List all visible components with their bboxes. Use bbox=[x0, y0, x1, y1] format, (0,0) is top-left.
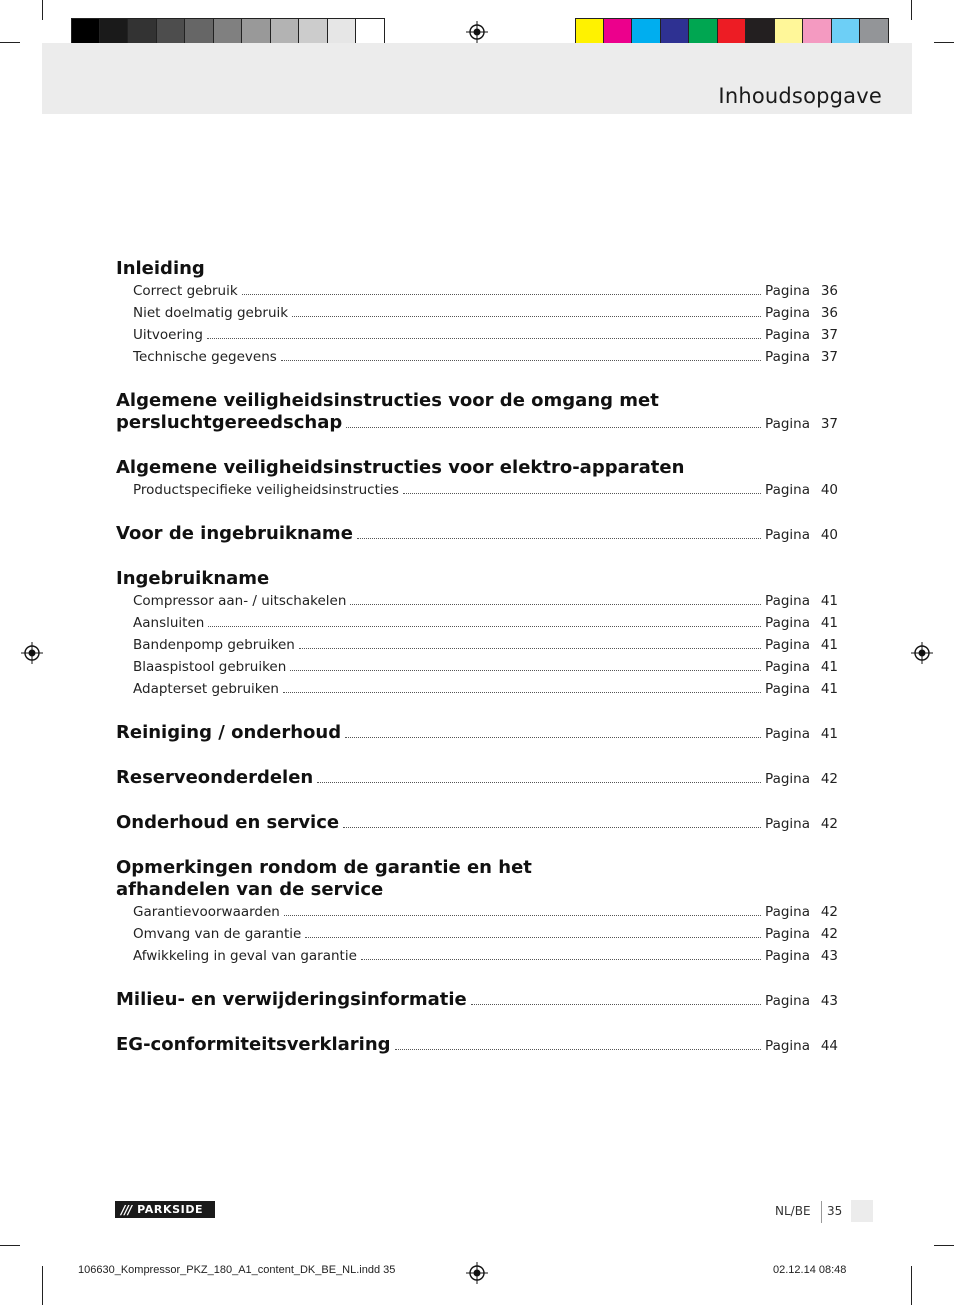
toc-page-number: 44 bbox=[820, 1038, 838, 1054]
toc-entry bbox=[116, 612, 838, 634]
toc-entry bbox=[116, 590, 838, 612]
color-swatch bbox=[775, 18, 804, 46]
pagina-word: Pagina bbox=[765, 771, 810, 787]
toc-page-number: 41 bbox=[820, 593, 838, 609]
toc-section bbox=[116, 390, 838, 435]
toc-entry bbox=[116, 280, 838, 302]
color-swatch bbox=[803, 18, 832, 46]
toc-section bbox=[116, 1034, 838, 1057]
dot-leader bbox=[403, 493, 761, 494]
gray-swatch bbox=[214, 18, 243, 46]
crop-mark bbox=[911, 1266, 912, 1305]
toc-entry bbox=[116, 324, 838, 346]
dot-leader bbox=[343, 827, 761, 828]
crop-mark bbox=[911, 0, 912, 20]
toc-heading-label: Voor de ingebruikname bbox=[116, 523, 353, 544]
color-swatch bbox=[689, 18, 718, 46]
toc-entry-label: Compressor aan- / uitschakelen bbox=[133, 593, 347, 609]
pagina-word: Pagina bbox=[765, 681, 810, 697]
toc-section-title: Inleiding bbox=[116, 258, 205, 279]
toc-heading-row bbox=[116, 722, 838, 745]
dot-leader bbox=[361, 959, 761, 960]
toc-entry-label: Aansluiten bbox=[133, 615, 205, 631]
toc-entry-label: Garantievoorwaarden bbox=[133, 904, 280, 920]
toc-heading-row bbox=[116, 412, 838, 435]
parkside-logo bbox=[115, 1201, 215, 1218]
registration-mark-icon bbox=[21, 642, 43, 664]
toc-section bbox=[116, 457, 838, 501]
toc-entry bbox=[116, 346, 838, 368]
registration-mark-icon bbox=[466, 21, 488, 43]
dot-leader bbox=[471, 1004, 761, 1005]
table-of-contents bbox=[116, 258, 838, 1079]
gray-swatch bbox=[328, 18, 357, 46]
pagina-word: Pagina bbox=[765, 993, 810, 1009]
toc-page-number: 42 bbox=[820, 816, 838, 832]
toc-page-number: 43 bbox=[820, 948, 838, 964]
pagina-word: Pagina bbox=[765, 349, 810, 365]
toc-section bbox=[116, 523, 838, 546]
toc-heading-label: EG-conformiteitsverklaring bbox=[116, 1034, 391, 1055]
toc-page-number: 37 bbox=[820, 349, 838, 365]
pagina-word: Pagina bbox=[765, 659, 810, 675]
grayscale-color-bar bbox=[71, 18, 385, 46]
dot-leader bbox=[242, 294, 761, 295]
gray-swatch bbox=[71, 18, 100, 46]
toc-page-number: 42 bbox=[820, 926, 838, 942]
pagina-word: Pagina bbox=[765, 593, 810, 609]
gray-swatch bbox=[185, 18, 214, 46]
color-swatch bbox=[604, 18, 633, 46]
toc-section-title: afhandelen van de service bbox=[116, 879, 384, 900]
toc-section bbox=[116, 568, 838, 700]
pagina-word: Pagina bbox=[765, 305, 810, 321]
dot-leader bbox=[284, 915, 761, 916]
pagina-word: Pagina bbox=[765, 926, 810, 942]
toc-page-number: 41 bbox=[820, 615, 838, 631]
toc-page-number: 41 bbox=[820, 659, 838, 675]
toc-page-number: 42 bbox=[820, 771, 838, 787]
toc-entry-label: Omvang van de garantie bbox=[133, 926, 302, 942]
toc-section bbox=[116, 258, 838, 368]
gray-swatch bbox=[299, 18, 328, 46]
date-slug: 02.12.14 08:48 bbox=[773, 1264, 847, 1276]
toc-entry-label: Niet doelmatig gebruik bbox=[133, 305, 289, 321]
toc-heading-label: Reiniging / onderhoud bbox=[116, 722, 342, 743]
pagina-word: Pagina bbox=[765, 416, 810, 432]
toc-heading-row bbox=[116, 989, 838, 1012]
pagina-word: Pagina bbox=[765, 482, 810, 498]
dot-leader bbox=[350, 604, 761, 605]
pagina-word: Pagina bbox=[765, 615, 810, 631]
crop-mark bbox=[934, 42, 954, 43]
toc-heading-row bbox=[116, 523, 838, 546]
toc-entry-label: Productspecifieke veiligheidsinstructies bbox=[133, 482, 399, 498]
footer-divider bbox=[821, 1201, 822, 1223]
toc-page-number: 41 bbox=[820, 681, 838, 697]
pagina-word: Pagina bbox=[765, 327, 810, 343]
process-color-bar bbox=[575, 18, 889, 46]
page-number: 35 bbox=[827, 1204, 843, 1218]
color-swatch bbox=[746, 18, 775, 46]
dot-leader bbox=[290, 670, 761, 671]
toc-section bbox=[116, 722, 838, 745]
toc-heading-label: persluchtgereedschap bbox=[116, 412, 343, 433]
crop-mark bbox=[0, 1245, 20, 1246]
dot-leader bbox=[281, 360, 761, 361]
toc-section bbox=[116, 767, 838, 790]
toc-entry-label: Uitvoering bbox=[133, 327, 203, 343]
color-swatch bbox=[718, 18, 747, 46]
dot-leader bbox=[357, 538, 761, 539]
toc-heading-label: Milieu- en verwijderingsinformatie bbox=[116, 989, 467, 1010]
toc-page-number: 40 bbox=[820, 482, 838, 498]
toc-page-number: 42 bbox=[820, 904, 838, 920]
toc-page-number: 36 bbox=[820, 283, 838, 299]
toc-section bbox=[116, 989, 838, 1012]
toc-section bbox=[116, 857, 838, 967]
pagina-word: Pagina bbox=[765, 637, 810, 653]
pagina-word: Pagina bbox=[765, 1038, 810, 1054]
gray-swatch bbox=[100, 18, 129, 46]
pagina-word: Pagina bbox=[765, 283, 810, 299]
footer-tab bbox=[851, 1200, 873, 1222]
toc-entry-label: Correct gebruik bbox=[133, 283, 238, 299]
toc-heading-label: Onderhoud en service bbox=[116, 812, 340, 833]
toc-heading-row bbox=[116, 767, 838, 790]
toc-entry bbox=[116, 945, 838, 967]
dot-leader bbox=[305, 937, 761, 938]
registration-mark-icon bbox=[466, 1262, 488, 1284]
color-swatch bbox=[860, 18, 889, 46]
toc-entry-label: Technische gegevens bbox=[133, 349, 277, 365]
toc-section-title: Ingebruikname bbox=[116, 568, 270, 589]
toc-entry bbox=[116, 678, 838, 700]
toc-page-number: 41 bbox=[820, 726, 838, 742]
color-swatch bbox=[575, 18, 604, 46]
toc-entry bbox=[116, 901, 838, 923]
toc-entry bbox=[116, 656, 838, 678]
toc-entry bbox=[116, 479, 838, 501]
dot-leader bbox=[345, 737, 761, 738]
gray-swatch bbox=[242, 18, 271, 46]
toc-page-number: 37 bbox=[820, 416, 838, 432]
crop-mark bbox=[0, 42, 20, 43]
registration-mark-icon bbox=[911, 642, 933, 664]
file-slug: 106630_Kompressor_PKZ_180_A1_content_DK_BE_NL.indd 35 bbox=[78, 1264, 396, 1276]
pagina-word: Pagina bbox=[765, 904, 810, 920]
toc-section-title: Algemene veiligheidsinstructies voor elektro-apparaten bbox=[116, 457, 685, 478]
dot-leader bbox=[317, 782, 761, 783]
toc-section-title: Algemene veiligheidsinstructies voor de omgang met bbox=[116, 390, 659, 411]
dot-leader bbox=[207, 338, 761, 339]
color-swatch bbox=[832, 18, 861, 46]
toc-heading-label: Reserveonderdelen bbox=[116, 767, 314, 788]
color-swatch bbox=[632, 18, 661, 46]
dot-leader bbox=[299, 648, 761, 649]
toc-page-number: 36 bbox=[820, 305, 838, 321]
toc-page-number: 43 bbox=[820, 993, 838, 1009]
toc-entry bbox=[116, 634, 838, 656]
pagina-word: Pagina bbox=[765, 816, 810, 832]
toc-entry bbox=[116, 302, 838, 324]
gray-swatch bbox=[271, 18, 300, 46]
dot-leader bbox=[292, 316, 761, 317]
pagina-word: Pagina bbox=[765, 948, 810, 964]
logo-text: PARKSIDE bbox=[137, 1203, 204, 1216]
dot-leader bbox=[346, 427, 761, 428]
toc-entry bbox=[116, 923, 838, 945]
toc-entry-label: Adapterset gebruiken bbox=[133, 681, 279, 697]
language-code: NL/BE bbox=[775, 1204, 811, 1218]
crop-mark bbox=[42, 0, 43, 20]
logo-slashes: /// bbox=[121, 1202, 132, 1217]
toc-heading-row bbox=[116, 812, 838, 835]
crop-mark bbox=[934, 1245, 954, 1246]
dot-leader bbox=[283, 692, 761, 693]
dot-leader bbox=[208, 626, 761, 627]
toc-page-number: 40 bbox=[820, 527, 838, 543]
color-swatch bbox=[661, 18, 690, 46]
gray-swatch bbox=[356, 18, 385, 46]
gray-swatch bbox=[157, 18, 186, 46]
page-title: Inhoudsopgave bbox=[718, 84, 882, 108]
toc-page-number: 37 bbox=[820, 327, 838, 343]
gray-swatch bbox=[128, 18, 157, 46]
toc-entry-label: Blaaspistool gebruiken bbox=[133, 659, 287, 675]
toc-heading-row bbox=[116, 1034, 838, 1057]
crop-mark bbox=[42, 1266, 43, 1305]
toc-section-title: Opmerkingen rondom de garantie en het bbox=[116, 857, 532, 878]
pagina-word: Pagina bbox=[765, 527, 810, 543]
toc-page-number: 41 bbox=[820, 637, 838, 653]
dot-leader bbox=[395, 1049, 761, 1050]
toc-entry-label: Afwikkeling in geval van garantie bbox=[133, 948, 357, 964]
pagina-word: Pagina bbox=[765, 726, 810, 742]
toc-section bbox=[116, 812, 838, 835]
toc-entry-label: Bandenpomp gebruiken bbox=[133, 637, 295, 653]
